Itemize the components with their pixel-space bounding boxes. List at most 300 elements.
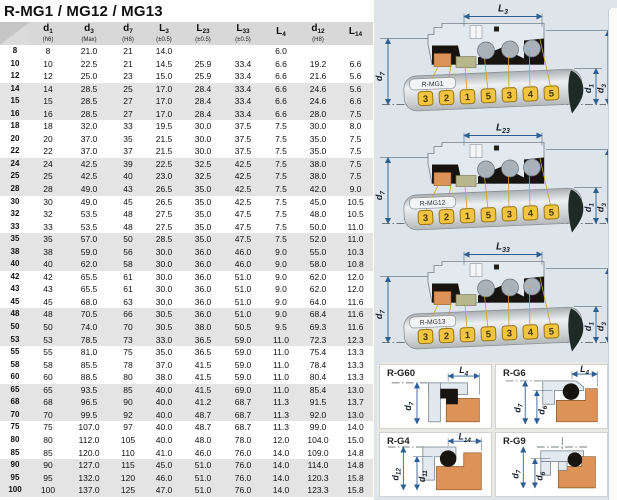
value-cell: 7.5 <box>349 108 362 119</box>
part-number: 1 <box>464 211 471 223</box>
row-size-cell: 8 <box>12 46 18 55</box>
spring <box>524 278 541 295</box>
value-cell <box>222 45 264 58</box>
value-cell: 61 <box>123 271 133 282</box>
value-cell: 30.0 <box>194 146 212 157</box>
value-cell: 65 <box>43 384 53 395</box>
value-cell: 120.0 <box>78 447 100 458</box>
table-row <box>0 133 373 146</box>
seal-face-ring <box>434 173 451 186</box>
row-size-cell: 85 <box>10 447 20 457</box>
part-number: 5 <box>485 210 492 222</box>
dim-label-d11: $d_{11}$ <box>416 470 429 483</box>
seal-face-ring <box>434 292 451 305</box>
value-cell: 110 <box>121 447 135 458</box>
value-cell: 127.0 <box>78 460 100 471</box>
seat-box-rg60 <box>379 364 492 429</box>
value-cell: 11.0 <box>273 347 289 358</box>
table-row <box>0 258 373 271</box>
value-cell: 123.3 <box>307 485 329 496</box>
value-cell: 9.0 <box>275 246 287 257</box>
value-cell: 42.0 <box>309 184 327 195</box>
dim-label-d3: $d_3$ <box>595 321 608 332</box>
row-size-cell: 60 <box>10 372 20 382</box>
part-number: 5 <box>485 91 492 103</box>
value-cell: 32 <box>43 209 53 220</box>
value-cell: 78.5 <box>80 334 98 345</box>
value-cell: 63 <box>123 296 133 307</box>
dim-label-d1: $d_1$ <box>583 202 596 213</box>
part-number: 4 <box>527 89 534 101</box>
row-size-cell: 22 <box>10 146 20 156</box>
value-cell: 59.0 <box>234 334 252 345</box>
spring <box>502 279 519 296</box>
table-row <box>0 346 373 359</box>
value-cell: 10 <box>43 58 53 69</box>
table-row <box>0 58 373 71</box>
seat-ring <box>456 176 476 187</box>
value-cell: 51.0 <box>234 271 252 282</box>
value-cell: 18 <box>43 121 53 132</box>
value-cell: 42.5 <box>234 184 252 195</box>
table-row <box>0 145 373 158</box>
value-cell: 36.5 <box>194 334 212 345</box>
value-cell: 104.0 <box>307 434 329 445</box>
value-cell: 28.4 <box>194 83 212 94</box>
table-row <box>0 120 373 133</box>
seat-ring <box>456 57 476 68</box>
part-number: 5 <box>485 329 492 341</box>
value-cell: 65.5 <box>80 284 98 295</box>
value-cell: 7.5 <box>275 221 287 232</box>
value-cell: 35.0 <box>309 146 327 157</box>
shaft-end-shadow <box>568 309 583 352</box>
value-cell: 74.0 <box>80 322 98 333</box>
table-header <box>0 22 373 45</box>
dim-label-length: $L_{23}$ <box>496 122 510 135</box>
seal-cross-section <box>374 119 617 238</box>
value-cell: 39 <box>123 158 133 169</box>
value-cell: 28.4 <box>194 108 212 119</box>
value-cell: 85.5 <box>80 359 98 370</box>
dim-label-l4: $L_4$ <box>580 365 590 377</box>
dim-label-d6: $d_6$ <box>536 405 549 415</box>
part-number: 3 <box>422 331 429 344</box>
value-cell: 85 <box>43 447 53 458</box>
value-cell: 11.3 <box>273 409 289 420</box>
value-cell: 69.0 <box>234 384 252 395</box>
value-cell: 62.0 <box>309 284 327 295</box>
value-cell: 19.5 <box>155 121 173 132</box>
value-cell: 35.0 <box>155 347 173 358</box>
value-cell: 10.5 <box>347 209 364 220</box>
row-size-cell: 30 <box>10 196 20 206</box>
value-cell: 12.0 <box>272 434 290 445</box>
table-row <box>0 221 373 234</box>
value-cell: 90 <box>123 397 133 408</box>
value-cell: 58 <box>123 259 133 270</box>
value-cell: 45 <box>123 196 133 207</box>
value-cell: 33.4 <box>234 83 252 94</box>
row-size-cell: 75 <box>10 422 20 432</box>
row-size-cell: 24 <box>10 158 20 168</box>
value-cell: 50.0 <box>309 221 327 232</box>
value-cell: 36.0 <box>194 284 212 295</box>
value-cell: 46.0 <box>194 447 212 458</box>
table-row <box>0 484 373 497</box>
table-row <box>0 371 373 384</box>
value-cell: 61 <box>123 284 133 295</box>
value-cell: 37.0 <box>80 146 98 157</box>
seal-face-ring <box>434 54 451 67</box>
value-cell: 80 <box>43 434 53 445</box>
value-cell: 17.0 <box>155 108 173 119</box>
value-cell: 80.4 <box>309 372 327 383</box>
value-cell: 35.0 <box>194 234 212 245</box>
table-row <box>0 384 373 397</box>
column-header: $d_{12}$ (H8) <box>298 22 338 45</box>
value-cell: 33.4 <box>234 108 252 119</box>
value-cell: 14.0 <box>272 485 290 496</box>
value-cell: 41.5 <box>194 359 212 370</box>
value-cell: 17.0 <box>155 83 173 94</box>
row-size-cell: 33 <box>10 221 20 231</box>
value-cell: 38.0 <box>155 372 173 383</box>
value-cell: 13.3 <box>347 359 364 370</box>
value-cell: 81.0 <box>80 347 98 358</box>
value-cell: 7.5 <box>275 234 287 245</box>
table-row <box>0 45 373 58</box>
value-cell: 6.6 <box>275 83 287 94</box>
value-cell: 88.5 <box>80 372 98 383</box>
value-cell: 30.0 <box>155 284 173 295</box>
value-cell: 59.0 <box>80 246 98 257</box>
value-cell: 78.4 <box>309 359 327 370</box>
value-cell: 40.0 <box>155 397 173 408</box>
row-size-cell: 12 <box>10 71 20 81</box>
seat-label: R-G4 <box>387 436 410 447</box>
value-cell: 14.5 <box>155 58 173 69</box>
value-cell: 50.5 <box>234 322 252 333</box>
value-cell: 132.0 <box>78 472 100 483</box>
table-row <box>0 108 373 121</box>
value-cell: 42.5 <box>234 171 252 182</box>
value-cell: 6.6 <box>349 58 362 69</box>
value-cell: 24.6 <box>309 96 327 107</box>
value-cell: 9.0 <box>275 296 287 307</box>
seat-ring <box>456 295 476 306</box>
value-cell: 6.6 <box>275 58 287 69</box>
model-label: R-MG13 <box>419 318 446 327</box>
value-cell: 78 <box>123 359 133 370</box>
value-cell: 56 <box>123 246 133 257</box>
value-cell: 32.5 <box>194 158 212 169</box>
row-size-cell: 10 <box>10 58 20 68</box>
value-cell: 76.0 <box>234 485 252 496</box>
value-cell: 21 <box>123 58 133 69</box>
value-cell: 42.5 <box>80 158 98 169</box>
value-cell: 9.5 <box>275 322 287 333</box>
row-size-cell: 48 <box>10 309 20 319</box>
value-cell: 105 <box>120 434 136 445</box>
page-title: R-MG1 / MG12 / MG13 <box>4 3 163 20</box>
value-cell: 30 <box>43 196 53 207</box>
value-cell: 59.0 <box>234 359 252 370</box>
value-cell: 37.5 <box>234 121 252 132</box>
value-cell: 40.0 <box>155 422 173 433</box>
spring <box>524 159 541 176</box>
row-size-cell: 42 <box>10 271 20 281</box>
value-cell: 21.0 <box>80 46 98 56</box>
value-cell: 25.9 <box>194 71 212 82</box>
table-row <box>0 409 373 422</box>
value-cell: 48.0 <box>194 434 212 445</box>
value-cell: 21.5 <box>155 133 173 144</box>
value-cell: 14.0 <box>347 422 364 433</box>
value-cell: 51.0 <box>234 284 252 295</box>
value-cell: 15.8 <box>347 485 364 496</box>
value-cell: 35.0 <box>194 209 212 220</box>
value-cell: 35 <box>43 234 53 245</box>
column-header: $d_1$ (h6) <box>30 22 66 45</box>
value-cell: 9.0 <box>275 309 287 320</box>
row-size-cell: 28 <box>10 184 20 194</box>
value-cell: 30.0 <box>155 246 173 257</box>
row-size-cell: 90 <box>10 460 20 470</box>
table-row <box>0 246 373 259</box>
value-cell: 37.5 <box>234 133 252 144</box>
corner-header-cell <box>0 22 30 45</box>
value-cell: 70 <box>43 409 53 420</box>
value-cell: 36.0 <box>194 309 212 320</box>
value-cell: 59.0 <box>234 372 252 383</box>
spring <box>478 280 495 297</box>
column-header: $L_{33}$ (±0.5) <box>222 22 264 45</box>
value-cell: 43 <box>123 184 133 195</box>
value-cell: 112.0 <box>78 434 100 445</box>
value-cell: 76.0 <box>234 472 252 483</box>
value-cell: 27 <box>123 96 133 107</box>
value-cell: 38.0 <box>194 322 212 333</box>
column-header: $L_{14}$ <box>338 22 373 45</box>
value-cell: 20 <box>43 133 53 144</box>
o-ring <box>563 383 580 400</box>
value-cell: 7.5 <box>349 146 362 157</box>
value-cell: 96.5 <box>80 397 98 408</box>
value-cell: 53.5 <box>80 221 98 232</box>
value-cell: 19.2 <box>309 58 327 69</box>
value-cell: 35.0 <box>309 133 327 144</box>
value-cell: 14.0 <box>272 460 290 471</box>
value-cell: 12 <box>43 71 53 82</box>
value-cell: 9.0 <box>275 284 287 295</box>
value-cell: 68.0 <box>80 296 98 307</box>
value-cell: 68.7 <box>234 397 252 408</box>
value-cell: 90 <box>43 460 53 471</box>
value-cell: 120.3 <box>307 472 329 483</box>
row-size-cell: 14 <box>10 83 20 93</box>
value-cell: 45 <box>43 296 53 307</box>
value-cell: 11.0 <box>273 359 289 370</box>
value-cell: 95 <box>43 472 53 483</box>
value-cell: 11.6 <box>347 296 364 307</box>
seal-assembly <box>428 262 544 306</box>
row-size-cell: 95 <box>10 472 20 482</box>
value-cell: 5.6 <box>349 71 362 82</box>
value-cell: 45.0 <box>309 196 327 207</box>
value-cell: 33.4 <box>234 96 252 107</box>
value-cell: 73 <box>123 334 133 345</box>
row-size-cell: 68 <box>10 397 20 407</box>
shaft-end-shadow <box>568 71 583 114</box>
table-row <box>0 170 373 183</box>
value-cell: 75 <box>43 422 53 433</box>
row-size-cell: 40 <box>10 259 20 269</box>
row-size-cell: 80 <box>10 434 20 444</box>
part-number: 5 <box>548 326 555 338</box>
table-row <box>0 158 373 171</box>
value-cell: 37.5 <box>234 146 252 157</box>
value-cell: 75.4 <box>309 347 327 358</box>
value-cell: 21.6 <box>309 71 327 82</box>
value-cell: 7.5 <box>275 196 287 207</box>
value-cell: 36.0 <box>194 271 212 282</box>
value-cell: 37.0 <box>155 359 173 370</box>
value-cell: 99.0 <box>309 422 327 433</box>
value-cell: 26.5 <box>155 184 173 195</box>
row-size-cell: 25 <box>10 171 20 181</box>
value-cell: 60 <box>43 372 53 383</box>
value-cell: 35.0 <box>194 196 212 207</box>
dim-label-d1: $d_1$ <box>583 321 596 332</box>
spring <box>524 40 541 57</box>
value-cell: 125 <box>120 485 136 496</box>
value-cell: 47.5 <box>234 221 252 232</box>
value-cell: 13.3 <box>347 347 364 358</box>
value-cell: 24.6 <box>309 83 327 94</box>
table-row <box>0 334 373 347</box>
value-cell: 26.5 <box>155 196 173 207</box>
value-cell: 6.0 <box>275 46 287 56</box>
table-row <box>0 472 373 485</box>
row-size-cell: 43 <box>10 284 20 294</box>
value-cell: 50 <box>43 322 53 333</box>
value-cell: 48 <box>43 309 53 320</box>
table-row <box>0 296 373 309</box>
seal-diagram-mg13 <box>374 238 617 357</box>
value-cell: 11.0 <box>347 221 364 232</box>
value-cell: 9.0 <box>275 259 287 270</box>
dim-label-d7: $d_7$ <box>374 71 387 82</box>
value-cell: 7.5 <box>275 146 287 157</box>
value-cell: 9.0 <box>275 271 287 282</box>
row-size-cell: 15 <box>10 96 20 106</box>
value-cell: 41.5 <box>194 372 212 383</box>
value-cell: 22.5 <box>80 58 98 69</box>
column-header: $d_7$ (H8) <box>112 22 144 45</box>
value-cell: 14.0 <box>155 46 173 56</box>
row-size-cell: 20 <box>10 133 20 143</box>
value-cell: 27.5 <box>155 209 173 220</box>
value-cell: 109.0 <box>307 447 329 458</box>
value-cell: 9.0 <box>349 184 362 195</box>
value-cell: 35.0 <box>194 221 212 232</box>
value-cell: 28.5 <box>80 96 98 107</box>
value-cell <box>298 45 338 58</box>
table-row <box>0 95 373 108</box>
value-cell: 76.0 <box>234 447 252 458</box>
value-cell: 107.0 <box>78 422 100 433</box>
value-cell: 33.4 <box>234 71 252 82</box>
value-cell: 12.0 <box>347 284 364 295</box>
column-header: $L_{23}$ (±0.5) <box>184 22 222 45</box>
value-cell: 42.5 <box>80 171 98 182</box>
seat-box-rg9 <box>495 432 608 497</box>
value-cell: 11.6 <box>347 309 364 320</box>
value-cell: 40 <box>43 259 53 270</box>
row-size-cell: 38 <box>10 246 20 256</box>
o-ring <box>440 450 457 467</box>
value-cell: 11.3 <box>273 422 289 433</box>
row-size-cell: 50 <box>10 322 20 332</box>
value-cell: 40 <box>123 171 133 182</box>
value-cell: 38.0 <box>309 171 327 182</box>
value-cell: 55.0 <box>309 246 327 257</box>
dim-label-d3: $d_3$ <box>595 202 608 213</box>
value-cell: 40.0 <box>155 434 173 445</box>
o-ring <box>440 389 458 405</box>
value-cell: 12.0 <box>347 271 364 282</box>
value-cell: 42.5 <box>234 196 252 207</box>
value-cell: 92 <box>123 409 133 420</box>
table-row <box>0 196 373 209</box>
value-cell: 15.0 <box>347 434 364 445</box>
value-cell: 32.5 <box>194 171 212 182</box>
seat-variants-panel <box>377 362 608 497</box>
value-cell: 33.0 <box>155 334 173 345</box>
value-cell: 21.5 <box>155 146 173 157</box>
value-cell: 13.0 <box>347 384 364 395</box>
table-row <box>0 83 373 96</box>
value-cell: 28.5 <box>80 108 98 119</box>
value-cell: 51.0 <box>194 472 212 483</box>
table-row <box>0 396 373 409</box>
value-cell: 41.2 <box>194 397 212 408</box>
value-cell: 62.0 <box>80 259 98 270</box>
value-cell: 45.0 <box>155 460 173 471</box>
value-cell: 62.0 <box>309 271 327 282</box>
value-cell: 48.0 <box>309 209 327 220</box>
value-cell: 42 <box>43 271 53 282</box>
value-cell: 7.5 <box>275 121 287 132</box>
value-cell: 66 <box>123 309 133 320</box>
value-cell: 48 <box>123 221 133 232</box>
table-row <box>0 447 373 460</box>
row-size-cell: 100 <box>8 485 22 495</box>
part-number: 3 <box>422 93 429 106</box>
column-header: $L_3$ (±0.5) <box>144 22 184 45</box>
value-cell: 38.0 <box>309 158 327 169</box>
dim-label-d7: $d_7$ <box>374 309 387 320</box>
value-cell: 50 <box>123 234 133 245</box>
value-cell: 23.0 <box>155 171 173 182</box>
part-number: 2 <box>443 330 450 343</box>
shaft-end-shadow <box>568 190 583 233</box>
value-cell: 99.5 <box>80 409 98 420</box>
value-cell: 37 <box>123 146 133 157</box>
value-cell: 41.0 <box>155 447 173 458</box>
seal-assembly <box>428 143 544 187</box>
